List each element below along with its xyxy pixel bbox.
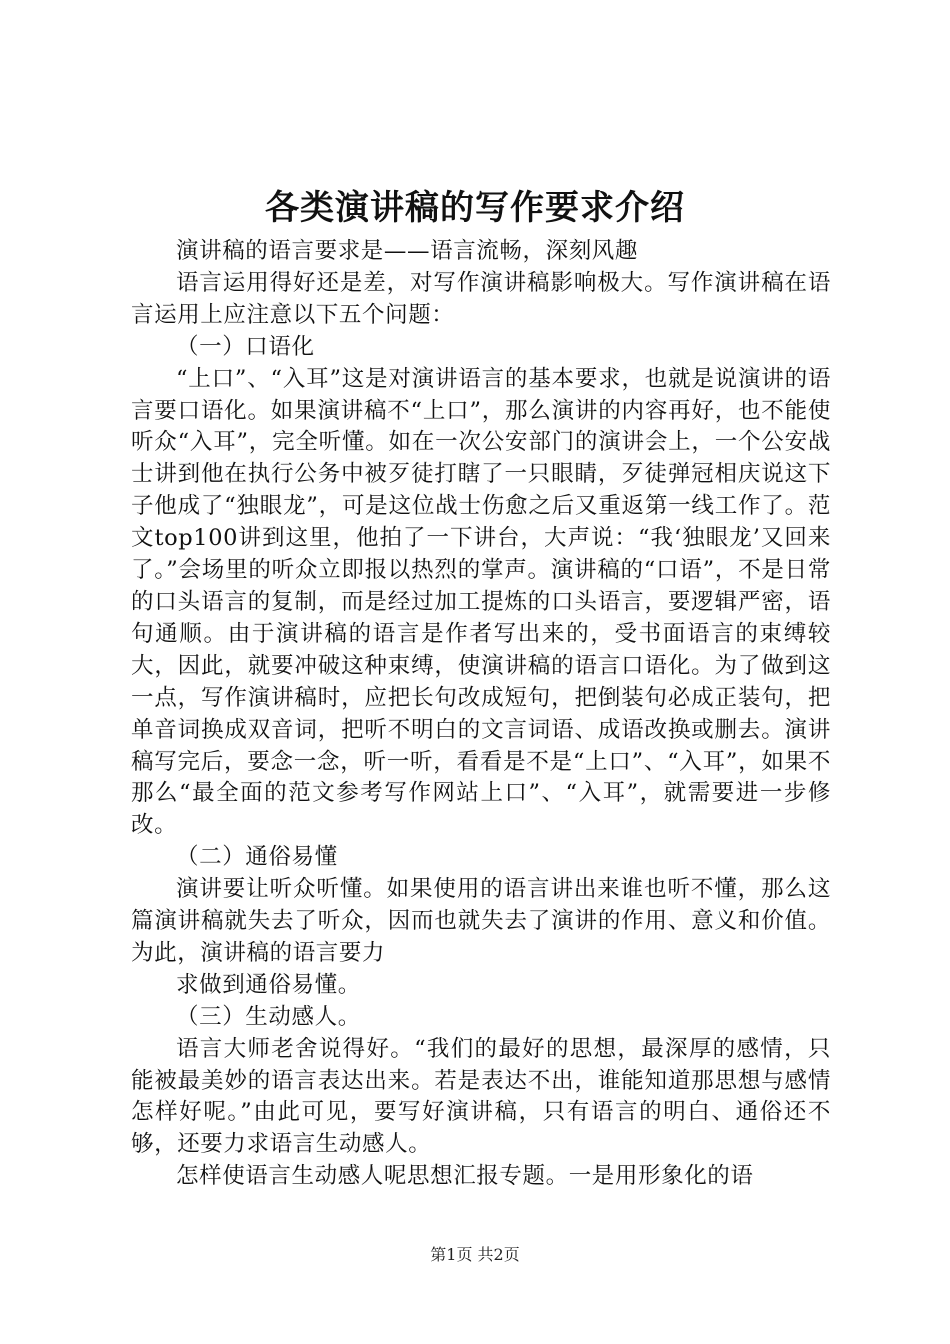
paragraph: “上口”、“入耳”这是对演讲语言的基本要求，也就是说演讲的语言要口语化。如果演讲稿不“上口”，那么演讲的内容再好，也不能使听众“入耳”，完全听懂。如在一次公安部门的演讲会上，一个公安战士讲到他在执行公务中被歹徒打瞎了一只眼睛，歹徒弹冠相庆说这下子他成了“独眼龙”，可是这位战士伤愈之后又重返第一线工作了。范文top100讲到这里，他拍了一下讲台，大声说：“我‘独眼龙’又回来了。”会场里的听众立即报以热烈的掌声。演讲稿的“口语”，不是日常的口头语言的复制，而是经过加工提炼的口头语言，要逻辑严密，语句通顺。由于演讲稿的语言是作者写出来的，受书面语言的束缚较大，因此，就要冲破这种束缚，使演讲稿的语言口语化。为了做到这一点，写作演讲稿时，应把长句改成短句，把倒装句必成正装句，把单音词换成双音词，把听不明白的文言词语、成语改换或删去。演讲稿写完后，要念一念，听一听，看看是不是“上口”、“入耳”，如果不那么“最全面的范文参考写作网站上口”、“入耳”，就需要进一步修改。 (131, 365, 831, 839)
section-heading: （三）生动感人。 (176, 1003, 361, 1030)
document-title: 各类演讲稿的写作要求介绍 (265, 188, 685, 228)
paragraph: 语言运用得好还是差，对写作演讲稿影响极大。写作演讲稿在语言运用上应注意以下五个问题： (131, 269, 831, 328)
paragraph: 语言大师老舍说得好。“我们的最好的思想，最深厚的感情，只能被最美妙的语言表达出来。若是表达不出，谁能知道那思想与感情怎样好呢。”由此可见，要写好演讲稿，只有语言的明白、通俗还不够，还要力求语言生动感人。 (131, 1035, 831, 1158)
paragraph: 演讲要让听众听懂。如果使用的语言讲出来谁也听不懂，那么这篇演讲稿就失去了听众，因而也就失去了演讲的作用、意义和价值。为此，演讲稿的语言要力 (131, 876, 831, 966)
paragraph: 怎样使语言生动感人呢思想汇报专题。一是用形象化的语 (176, 1163, 754, 1190)
page-number-footer: 第1页 共2页 (430, 1245, 520, 1264)
section-heading: （二）通俗易懂 (176, 844, 338, 871)
document-body (131, 236, 831, 1193)
paragraph: 求做到通俗易懂。 (176, 971, 361, 998)
paragraph: 演讲稿的语言要求是——语言流畅，深刻风趣 (176, 238, 639, 264)
section-heading: （一）口语化 (176, 333, 315, 360)
